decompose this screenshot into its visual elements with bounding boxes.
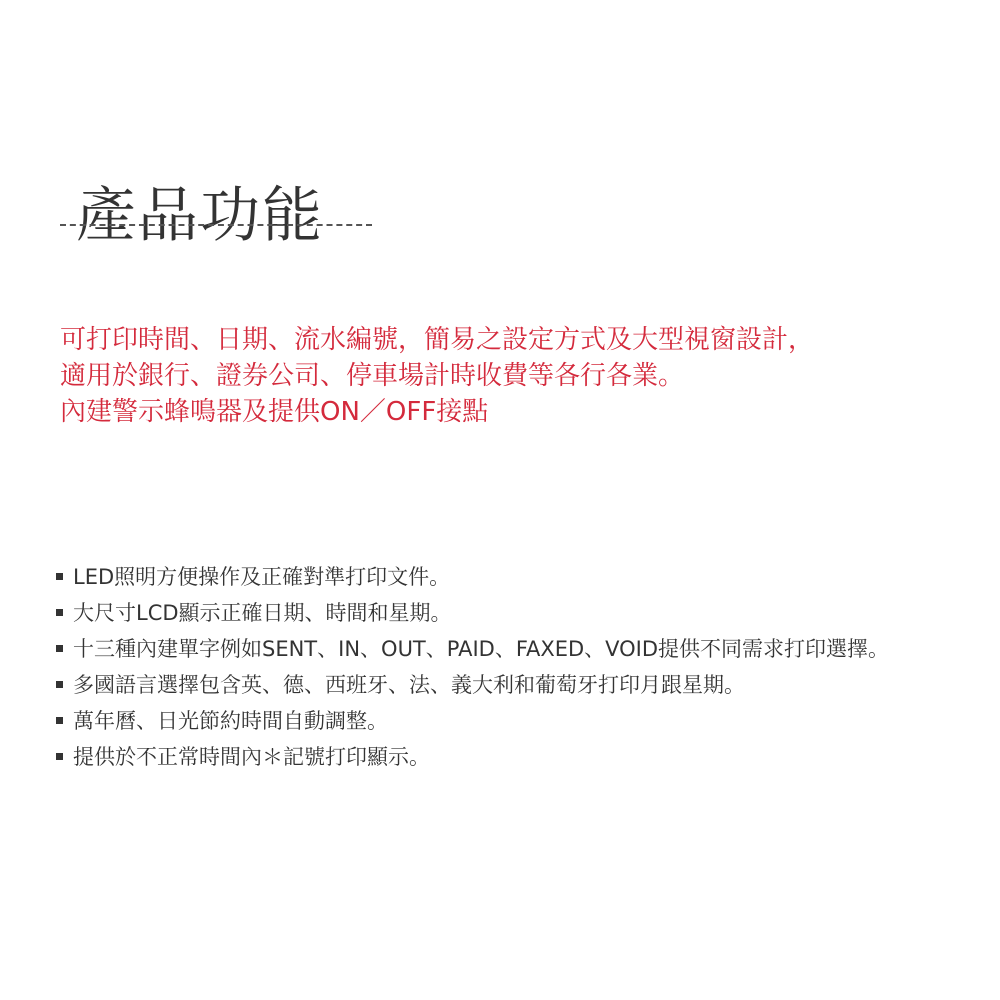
feature-list [56, 558, 976, 774]
list-item [56, 666, 976, 702]
feature-text: 提供於不正常時間內＊記號打印顯示。 [73, 745, 430, 769]
feature-text: 大尺寸LCD顯示正確日期、時間和星期。 [73, 601, 452, 625]
highlight-description [60, 322, 960, 430]
list-item [56, 594, 976, 630]
square-bullet-icon [56, 681, 63, 688]
feature-text: 多國語言選擇包含英、德、西班牙、法、義大利和葡萄牙打印月跟星期。 [73, 673, 745, 697]
square-bullet-icon [56, 717, 63, 724]
square-bullet-icon [56, 753, 63, 760]
list-item [56, 630, 976, 666]
feature-text: 萬年曆、日光節約時間自動調整。 [73, 709, 388, 733]
list-item [56, 702, 976, 738]
square-bullet-icon [56, 609, 63, 616]
title-dashed-divider [60, 224, 372, 226]
square-bullet-icon [56, 573, 63, 580]
page-title: 產品功能 [76, 181, 324, 252]
highlight-line: 可打印時間、日期、流水編號，簡易之設定方式及大型視窗設計， [60, 325, 815, 355]
square-bullet-icon [56, 645, 63, 652]
feature-text: LED照明方便操作及正確對準打印文件。 [73, 565, 451, 589]
highlight-line: 適用於銀行、證券公司、停車場計時收費等各行各業。 [60, 361, 685, 391]
highlight-line: 內建警示蜂鳴器及提供ON／OFF接點 [60, 397, 489, 427]
list-item [56, 558, 976, 594]
feature-text: 十三種內建單字例如SENT、IN、OUT、PAID、FAXED、VOID提供不同需求打印選擇。 [73, 637, 890, 661]
list-item [56, 738, 976, 774]
